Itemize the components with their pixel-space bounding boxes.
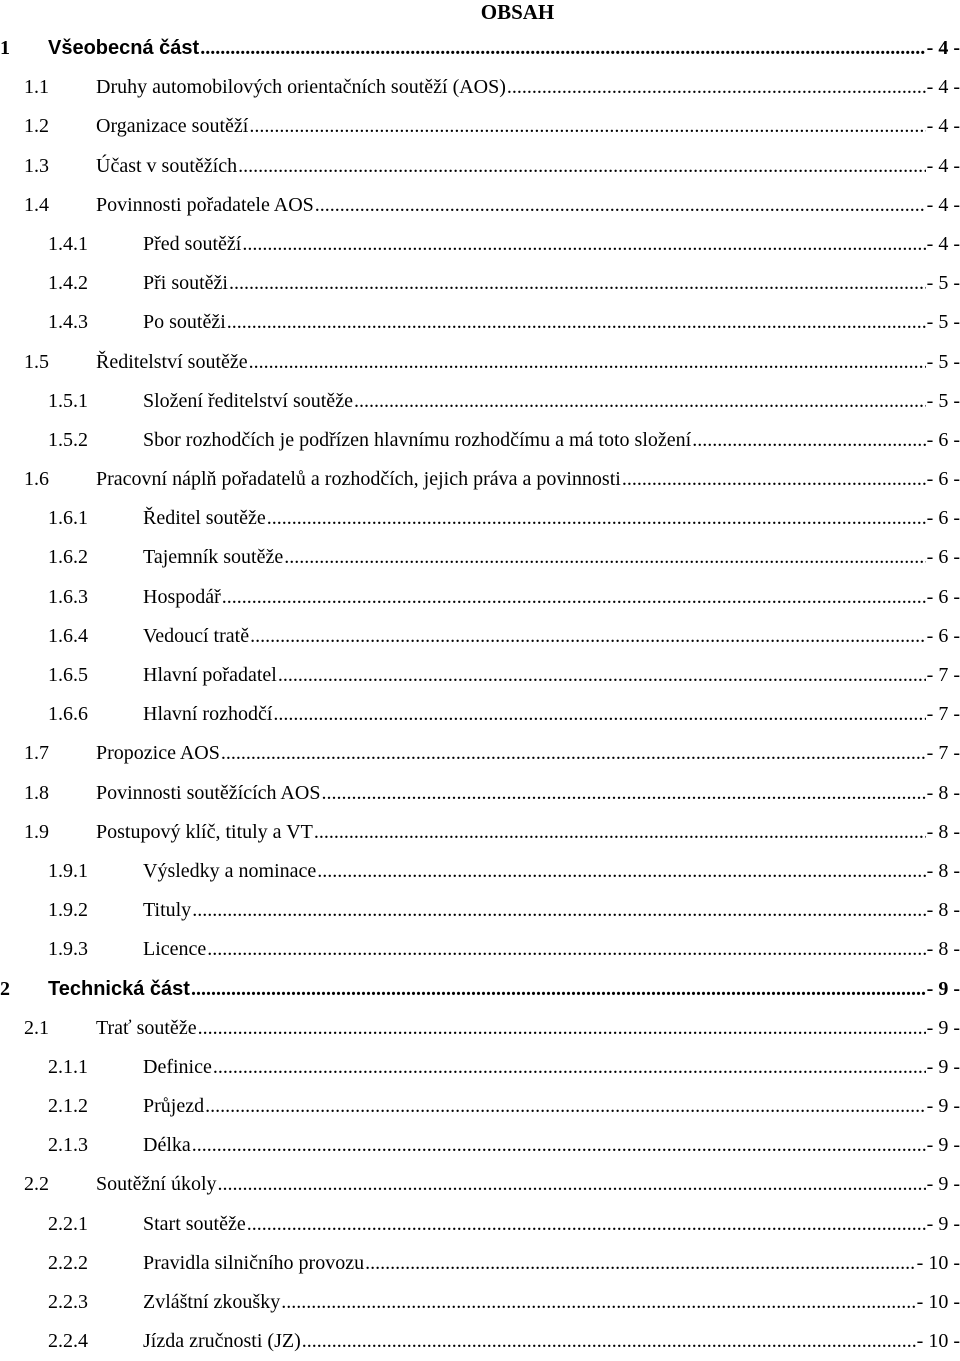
toc-entry-title: Zvláštní zkoušky bbox=[143, 1291, 281, 1313]
toc-entry-number: 2.2.2 bbox=[48, 1251, 88, 1274]
dot-leader bbox=[284, 538, 925, 577]
dot-leader bbox=[249, 343, 926, 382]
toc-entry-title: Povinnosti pořadatele AOS bbox=[96, 193, 314, 216]
toc-entry-number: 1.1 bbox=[24, 76, 49, 99]
dot-leader bbox=[315, 186, 926, 225]
dot-leader bbox=[247, 1205, 926, 1244]
dot-leader bbox=[321, 774, 925, 813]
toc-entry-title: Hospodář bbox=[143, 585, 221, 608]
toc-entry-number: 1.7 bbox=[24, 742, 49, 765]
toc-entry-line bbox=[96, 1165, 960, 1204]
toc-entry-number: 1.6.6 bbox=[48, 703, 88, 726]
toc-entry-page: - 4 - bbox=[926, 76, 960, 99]
toc-entry-title: Povinnosti soutěžících AOS bbox=[96, 781, 321, 804]
toc-entry-line bbox=[96, 68, 960, 107]
toc-entry[interactable] bbox=[0, 343, 960, 382]
toc-entry-page: - 10 - bbox=[916, 1330, 960, 1353]
toc-entry-title: Hlavní pořadatel bbox=[143, 664, 277, 686]
table-of-contents bbox=[0, 29, 960, 1361]
toc-entry-page: - 8 - bbox=[926, 820, 960, 843]
toc-entry-line bbox=[96, 1009, 960, 1048]
toc-entry-number: 2.2 bbox=[24, 1173, 49, 1196]
toc-entry-number: 1.6 bbox=[24, 468, 49, 491]
toc-entry-title: Před soutěží bbox=[143, 232, 242, 255]
toc-entry-title: Definice bbox=[143, 1055, 212, 1078]
dot-leader bbox=[365, 1244, 916, 1283]
toc-entry-number: 2.1.1 bbox=[48, 1055, 88, 1078]
toc-entry-line bbox=[48, 29, 960, 68]
toc-entry-title: Pracovní náplň pořadatelů a rozhodčích, jejich práva a povinnosti bbox=[96, 468, 621, 491]
toc-entry-page: - 5 - bbox=[926, 389, 960, 412]
toc-entry-line bbox=[96, 734, 960, 773]
dot-leader bbox=[249, 107, 925, 146]
toc-entry-title: Vedoucí tratě bbox=[143, 624, 250, 647]
toc-entry-number: 2.1.2 bbox=[48, 1095, 88, 1118]
toc-entry-page: - 5 - bbox=[926, 311, 960, 334]
toc-entry-number: 1.9.1 bbox=[48, 859, 88, 882]
toc-entry-number: 2.2.4 bbox=[48, 1330, 88, 1353]
dot-leader bbox=[273, 695, 925, 734]
toc-entry-number: 2.1 bbox=[24, 1016, 49, 1039]
toc-entry-title: Tituly bbox=[143, 899, 192, 922]
toc-entry-title: Sbor rozhodčích je podřízen hlavnímu rozhodčímu a má toto složení bbox=[143, 428, 692, 451]
toc-entry[interactable] bbox=[0, 930, 960, 969]
toc-entry-page: - 4 - bbox=[926, 37, 960, 59]
toc-entry[interactable] bbox=[0, 1322, 960, 1361]
toc-entry-title: Ředitel soutěže bbox=[143, 507, 266, 530]
toc-entry-title: Tajemník soutěže bbox=[143, 546, 284, 569]
toc-entry-title: Soutěžní úkoly bbox=[96, 1173, 217, 1196]
toc-entry-line bbox=[143, 578, 960, 617]
toc-entry-page: - 7 - bbox=[926, 664, 960, 686]
toc-entry-line bbox=[143, 538, 960, 577]
toc-entry-number: 1.4.3 bbox=[48, 311, 88, 334]
toc-entry-page: - 4 - bbox=[926, 193, 960, 216]
toc-entry[interactable] bbox=[0, 617, 960, 656]
dot-leader bbox=[278, 656, 926, 695]
toc-entry-line bbox=[143, 695, 960, 734]
toc-entry-page: - 9 - bbox=[926, 1134, 960, 1157]
toc-entry-number: 2.2.1 bbox=[48, 1212, 88, 1235]
toc-entry-number: 1.9.2 bbox=[48, 899, 88, 922]
toc-entry-number: 2.2.3 bbox=[48, 1291, 88, 1313]
toc-entry-line bbox=[96, 343, 960, 382]
toc-entry-number: 1.6.2 bbox=[48, 546, 88, 569]
toc-entry-line bbox=[143, 499, 960, 538]
toc-entry-line bbox=[143, 891, 960, 930]
toc-entry-title: Propozice AOS bbox=[96, 742, 220, 765]
toc-entry-line bbox=[96, 186, 960, 225]
toc-entry-line bbox=[48, 970, 960, 1009]
toc-entry-page: - 6 - bbox=[926, 546, 960, 569]
toc-entry-line bbox=[143, 225, 960, 264]
toc-entry[interactable] bbox=[0, 813, 960, 852]
toc-entry[interactable] bbox=[0, 852, 960, 891]
toc-entry[interactable] bbox=[0, 29, 960, 68]
dot-leader bbox=[267, 499, 926, 538]
toc-entry[interactable] bbox=[0, 1009, 960, 1048]
toc-entry-page: - 6 - bbox=[926, 624, 960, 647]
toc-entry-title: Při soutěži bbox=[143, 272, 228, 295]
toc-entry-page: - 5 - bbox=[926, 272, 960, 295]
toc-entry-line bbox=[96, 813, 960, 852]
toc-entry[interactable] bbox=[0, 734, 960, 773]
toc-entry-line bbox=[143, 1283, 960, 1322]
toc-entry-number: 1.4.2 bbox=[48, 272, 88, 295]
toc-entry-page: - 9 - bbox=[926, 1173, 960, 1196]
toc-entry-title: Výsledky a nominace bbox=[143, 859, 317, 882]
dot-leader bbox=[250, 617, 926, 656]
toc-entry[interactable] bbox=[0, 225, 960, 264]
toc-entry-title: Technická část bbox=[48, 977, 190, 1000]
toc-entry[interactable] bbox=[0, 538, 960, 577]
dot-leader bbox=[200, 29, 925, 68]
toc-entry-page: - 8 - bbox=[926, 899, 960, 922]
toc-entry-title: Délka bbox=[143, 1134, 191, 1157]
toc-entry-number: 1.6.1 bbox=[48, 507, 88, 530]
toc-entry[interactable] bbox=[0, 1048, 960, 1087]
dot-leader bbox=[302, 1322, 916, 1361]
dot-leader bbox=[207, 930, 925, 969]
dot-leader bbox=[198, 1009, 926, 1048]
toc-entry-title: Postupový klíč, tituly a VT bbox=[96, 820, 313, 843]
dot-leader bbox=[507, 68, 926, 107]
dot-leader bbox=[205, 1087, 926, 1126]
dot-leader bbox=[242, 225, 925, 264]
toc-entry-title: Druhy automobilových orientačních soutěží (AOS) bbox=[96, 76, 506, 99]
toc-entry-title: Trať soutěže bbox=[96, 1016, 197, 1039]
toc-entry-number: 1.3 bbox=[24, 154, 49, 177]
toc-entry-title: Start soutěže bbox=[143, 1212, 246, 1235]
toc-entry-line bbox=[96, 774, 960, 813]
toc-entry[interactable] bbox=[0, 264, 960, 303]
toc-entry-line bbox=[143, 382, 960, 421]
toc-entry-page: - 5 - bbox=[926, 350, 960, 373]
toc-entry-number: 1 bbox=[0, 37, 10, 59]
dot-leader bbox=[221, 734, 926, 773]
toc-entry-page: - 6 - bbox=[926, 507, 960, 530]
toc-entry[interactable] bbox=[0, 1205, 960, 1244]
toc-entry-page: - 7 - bbox=[926, 703, 960, 726]
toc-entry-number: 1.6.5 bbox=[48, 664, 88, 686]
toc-entry-title: Organizace soutěží bbox=[96, 115, 249, 138]
toc-entry-line bbox=[96, 460, 960, 499]
toc-entry-title: Po soutěži bbox=[143, 311, 226, 334]
toc-entry-page: - 8 - bbox=[926, 859, 960, 882]
toc-entry-number: 1.4.1 bbox=[48, 232, 88, 255]
dot-leader bbox=[229, 264, 926, 303]
dot-leader bbox=[192, 891, 925, 930]
toc-entry-line bbox=[143, 617, 960, 656]
toc-entry[interactable] bbox=[0, 656, 960, 695]
toc-entry[interactable] bbox=[0, 1087, 960, 1126]
toc-entry[interactable] bbox=[0, 499, 960, 538]
dot-leader bbox=[191, 970, 926, 1009]
toc-entry-title: Ředitelství soutěže bbox=[96, 350, 248, 373]
toc-entry-line bbox=[143, 1244, 960, 1283]
dot-leader bbox=[227, 303, 926, 342]
toc-entry-number: 1.5.2 bbox=[48, 428, 88, 451]
toc-entry-title: Průjezd bbox=[143, 1095, 205, 1118]
dot-leader bbox=[622, 460, 926, 499]
toc-entry-title: Pravidla silničního provozu bbox=[143, 1251, 365, 1274]
toc-entry-page: - 6 - bbox=[926, 428, 960, 451]
toc-entry-line bbox=[143, 421, 960, 460]
toc-heading: OBSAH bbox=[480, 0, 555, 24]
toc-entry[interactable] bbox=[0, 68, 960, 107]
toc-entry-page: - 4 - bbox=[926, 154, 960, 177]
toc-entry-line bbox=[143, 1322, 960, 1361]
toc-entry-number: 2.1.3 bbox=[48, 1134, 88, 1157]
toc-entry[interactable] bbox=[0, 1283, 960, 1322]
dot-leader bbox=[314, 813, 926, 852]
dot-leader bbox=[222, 578, 926, 617]
toc-entry[interactable] bbox=[0, 1244, 960, 1283]
toc-entry-title: Složení ředitelství soutěže bbox=[143, 389, 353, 412]
toc-entry-page: - 9 - bbox=[926, 977, 960, 1000]
toc-entry[interactable] bbox=[0, 186, 960, 225]
toc-entry[interactable] bbox=[0, 460, 960, 499]
toc-entry-line bbox=[143, 303, 960, 342]
toc-entry-line bbox=[143, 1205, 960, 1244]
toc-entry[interactable] bbox=[0, 1126, 960, 1165]
toc-entry-line bbox=[143, 1087, 960, 1126]
toc-entry-page: - 8 - bbox=[926, 938, 960, 961]
toc-entry-number: 1.9.3 bbox=[48, 938, 88, 961]
toc-entry[interactable] bbox=[0, 970, 960, 1009]
toc-entry-page: - 10 - bbox=[916, 1291, 960, 1313]
toc-entry-page: - 9 - bbox=[926, 1095, 960, 1118]
toc-entry[interactable] bbox=[0, 303, 960, 342]
toc-entry-line bbox=[143, 656, 960, 695]
toc-entry-number: 1.6.3 bbox=[48, 585, 88, 608]
toc-entry-number: 1.9 bbox=[24, 820, 49, 843]
toc-entry-page: - 6 - bbox=[926, 585, 960, 608]
toc-entry-number: 1.5.1 bbox=[48, 389, 88, 412]
toc-entry-page: - 10 - bbox=[916, 1251, 960, 1274]
toc-entry[interactable] bbox=[0, 147, 960, 186]
dot-leader bbox=[317, 852, 925, 891]
toc-entry-page: - 9 - bbox=[926, 1016, 960, 1039]
toc-entry-line bbox=[143, 852, 960, 891]
toc-entry-page: - 8 - bbox=[926, 781, 960, 804]
dot-leader bbox=[354, 382, 926, 421]
toc-entry[interactable] bbox=[0, 1165, 960, 1204]
toc-entry-title: Hlavní rozhodčí bbox=[143, 703, 273, 726]
toc-entry-title: Licence bbox=[143, 938, 207, 961]
toc-entry-line bbox=[143, 264, 960, 303]
toc-entry-line bbox=[143, 930, 960, 969]
toc-entry-number: 1.4 bbox=[24, 193, 49, 216]
toc-entry-number: 2 bbox=[0, 977, 10, 1000]
dot-leader bbox=[213, 1048, 926, 1087]
toc-entry-number: 1.8 bbox=[24, 781, 49, 804]
toc-entry-line bbox=[96, 147, 960, 186]
toc-entry-page: - 4 - bbox=[926, 232, 960, 255]
toc-entry-title: Jízda zručnosti (JZ) bbox=[143, 1330, 301, 1353]
toc-entry-page: - 9 - bbox=[926, 1212, 960, 1235]
toc-entry[interactable] bbox=[0, 382, 960, 421]
dot-leader bbox=[692, 421, 925, 460]
toc-entry-line bbox=[96, 107, 960, 146]
toc-entry-line bbox=[143, 1048, 960, 1087]
dot-leader bbox=[281, 1283, 915, 1322]
toc-entry-number: 1.2 bbox=[24, 115, 49, 138]
toc-entry-title: Účast v soutěžích bbox=[96, 154, 238, 177]
toc-entry[interactable] bbox=[0, 695, 960, 734]
toc-entry-line bbox=[143, 1126, 960, 1165]
dot-leader bbox=[192, 1126, 926, 1165]
toc-entry-page: - 9 - bbox=[926, 1055, 960, 1078]
toc-entry[interactable] bbox=[0, 774, 960, 813]
toc-entry[interactable] bbox=[0, 578, 960, 617]
toc-entry-page: - 7 - bbox=[926, 742, 960, 765]
toc-entry-title: Všeobecná část bbox=[48, 37, 200, 59]
toc-entry-page: - 4 - bbox=[926, 115, 960, 138]
toc-entry-number: 1.6.4 bbox=[48, 624, 88, 647]
toc-entry-page: - 6 - bbox=[926, 468, 960, 491]
dot-leader bbox=[238, 147, 926, 186]
dot-leader bbox=[218, 1165, 926, 1204]
toc-entry[interactable] bbox=[0, 107, 960, 146]
toc-entry[interactable] bbox=[0, 891, 960, 930]
toc-entry-number: 1.5 bbox=[24, 350, 49, 373]
toc-entry[interactable] bbox=[0, 421, 960, 460]
